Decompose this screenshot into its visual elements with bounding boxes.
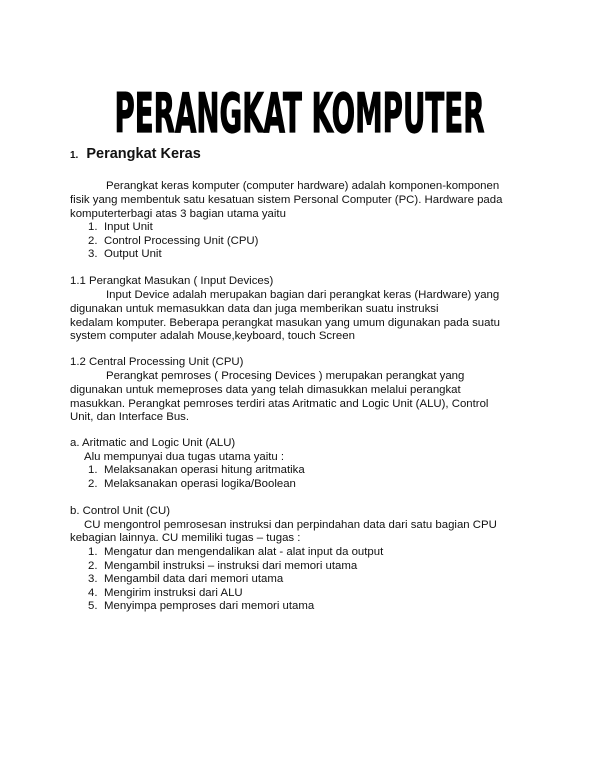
paragraph-line: Perangkat pemroses ( Procesing Devices ) merupakan perangkat yang xyxy=(106,370,465,382)
paragraph-line: Alu mempunyai dua tugas utama yaitu : xyxy=(84,451,285,463)
list-item: 5. Menyimpa pemproses dari memori utama xyxy=(88,600,315,612)
list-item: 2. Mengambil instruksi – instruksi dari memori utama xyxy=(88,560,358,572)
paragraph-line: system computer adalah Mouse,keyboard, touch Screen xyxy=(70,330,355,342)
title-text: PERANGKAT KOMPUTER xyxy=(114,82,485,145)
subsection-heading-cu: b. Control Unit (CU) xyxy=(70,505,171,517)
paragraph-line: kebagian lainnya. CU memiliki tugas – tugas : xyxy=(70,532,301,544)
paragraph-line: digunakan untuk memeproses data yang telah dimasukkan melalui perangkat xyxy=(70,384,461,396)
list-item: 2. Melaksanakan operasi logika/Boolean xyxy=(88,478,296,490)
subsection-heading-alu: a. Aritmatic and Logic Unit (ALU) xyxy=(70,437,236,449)
subsection-heading-input-devices: 1.1 Perangkat Masukan ( Input Devices) xyxy=(70,275,274,287)
list-item: 1. Mengatur dan mengendalikan alat - alat input da output xyxy=(88,546,384,558)
section-heading-perangkat-keras xyxy=(70,146,201,162)
wordart-title xyxy=(112,66,487,146)
paragraph-line: digunakan untuk memasukkan data dan juga memberikan suatu instruksi xyxy=(70,303,439,315)
paragraph-line: kedalam komputer. Beberapa perangkat masukan yang umum digunakan pada suatu xyxy=(70,317,500,329)
list-item: 1. Melaksanakan operasi hitung aritmatika xyxy=(88,464,305,476)
section-number: 1. xyxy=(70,150,79,161)
subsection-heading-cpu: 1.2 Central Processing Unit (CPU) xyxy=(70,356,244,368)
list-item: 4. Mengirim instruksi dari ALU xyxy=(88,587,243,599)
section-title: Perangkat Keras xyxy=(86,146,201,162)
paragraph-line: CU mengontrol pemrosesan instruksi dan perpindahan data dari satu bagian CPU xyxy=(84,519,497,531)
paragraph-line: Unit, dan Interface Bus. xyxy=(70,411,190,423)
list-item: 3. Mengambil data dari memori utama xyxy=(88,573,284,585)
list-item: 2. Control Processing Unit (CPU) xyxy=(88,235,259,247)
paragraph-line: masukkan. Perangkat pemroses terdiri atas Aritmatic and Logic Unit (ALU), Control xyxy=(70,398,489,410)
paragraph-line: komputerterbagi atas 3 bagian utama yaitu xyxy=(70,208,286,220)
paragraph-line: Input Device adalah merupakan bagian dari perangkat keras (Hardware) yang xyxy=(106,289,500,301)
list-item: 3. Output Unit xyxy=(88,248,162,260)
list-item: 1. Input Unit xyxy=(88,221,153,233)
paragraph-line: Perangkat keras komputer (computer hardware) adalah komponen-komponen xyxy=(106,180,500,192)
paragraph-line: fisik yang membentuk satu kesatuan sistem Personal Computer (PC). Hardware pada xyxy=(70,194,503,206)
